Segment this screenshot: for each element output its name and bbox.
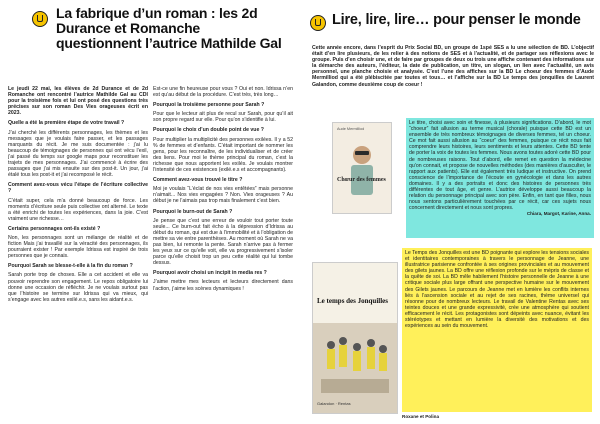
left-column-2 bbox=[153, 86, 293, 420]
cover-illustration bbox=[313, 263, 397, 413]
question-heading: Pourquoi Sarah se blesse-t-elle à la fin du roman ? bbox=[8, 263, 133, 270]
choeur-des-femmes-cover bbox=[332, 122, 392, 214]
answer-text: Pour multiplier la multiplicité des personnes exilées. Il y a 52 % de femmes et d’enfants. C’était important de nommer les gens, pour les reconnaître, de les individualiser et de créer des liens. Pour moi le thème principal du roman, c’est la richesse que nous apportent les exilés. Je voulais montrer l’intensité de ces existences (exilé.e.s et accompagnants). bbox=[153, 136, 293, 174]
answer-text: J’aime mettre mes lecteurs et lecteurs directement dans l’action, j’aime les scènes dynamiques ! bbox=[153, 279, 293, 292]
answer-text: Sarah porte trop de choses. Elle a cet accident et elle va pouvoir reprendre son engagement. Le repos obligatoire lui donne une occasion de réfléchir. Je ne voulais surtout pas que l’histoire se termine sur Idrissa qui va mieux, qui s’engage avec les autres exilé.e.s, sans les aidant.e.s. bbox=[8, 272, 148, 303]
jonquilles-review-signature: Roxane et Polina bbox=[402, 414, 440, 419]
cover1-title: Chœur des femmes bbox=[337, 177, 386, 183]
question-heading: Pourquoi le burn-out de Sarah ? bbox=[153, 208, 233, 215]
question-heading: Pourquoi la troisième personne pour Sarah ? bbox=[153, 102, 265, 109]
jonquilles-review-box bbox=[402, 248, 592, 412]
choeur-review-signature: Chiara, Margot, Karine, Anna. bbox=[526, 211, 591, 217]
answer-text: Pour que le lecteur ait plus de recul sur Sarah, pour qu’il ait son propre regard sur elle. Pour qu’on s’identifie à lui. bbox=[153, 111, 293, 124]
answer-text: Je pense que c’est une erreur de vouloir tout porter toute seule... Ce burn-out fait écho à la dépression d’Idrissa au début du roman, qui est due à l’immobilité et à l’obligation de mettre sa vie entre parenthèses. Au moment où Sarah ne va pas bien, lui remonte la pente. Sarah n’arrive pas à fermer les yeux sur ce qu’elle voit, elle va progressivement s’isoler parce qu’elle choisit trop un peu cette réalité qui lui tombe dessus. bbox=[153, 217, 293, 267]
answer-text: J’ai cherché les différents personnages, les thèmes et les messages que je voulais faire passer, et les passages marquants du récit. Je me suis documentée : j’ai lu beaucoup de témoignages de personnes qui ont vécu l’exil, j’ai passé du temps sur google maps pour reconstituer les trajets de mes personnages. J’ai commencé à écrire des passages que j’ai mis ensuite sur des post-it. Un jour, j’ai étalé tous les post-it et j’ai recomposé le récit. bbox=[8, 129, 148, 179]
jonquilles-review-text: Le Temps des Jonquilles est une BD poignante qui explore les tensions sociales et identitaires contemporaines à travers le personnage de Jeanne, une illustratrice parisienne confrontée à ses origines provinciales et au mouvement des gilets jaunes. La BD offre une réflexion profonde sur le mépris de classe et la quête de soi. La BD mêle habilement l’histoire personnelle de Jeanne à une critique sociale plus large offrant une perspective humaine sur le mouvement des Gilets jaunes. Le parcours de Jeanne met en lumière les conflits internes liés à l’ascension sociale et au rejet de ses racines, thème universel qui résonne pour de nombreux lecteurs. Le travail de Valentine Rentas avec ses teintes douces et une grande expressivité, crée une atmosphère qui soutient efficacement le récit. Les protagonistes sont dépeints avec nuance, évitant les stéréotypes et mettant en lumière la diversité des motivations et des expériences au sein du mouvement. bbox=[405, 250, 589, 330]
answer-text: Non, les personnages sont un mélange de réalité et de fiction Mais j’ai travaillé sur la véracité des personnages, ils pourraient exister ! Par exemple Idrissa est inspiré de trois personnes que je connais. bbox=[8, 234, 148, 260]
cover1-author: Aude Mermilliod bbox=[337, 127, 365, 131]
answer-text: C’était super, cela m’a donné beaucoup de force. Les moments d’écriture seule puis collective ont alterné. Le texte a été enrichi de toutes les expériences, dans la joie. C’est vraiment une richesse… bbox=[8, 197, 148, 222]
choeur-review-box bbox=[406, 118, 594, 238]
lightbulb-icon bbox=[32, 11, 48, 27]
right-title: Lire, lire, lire… pour penser le monde bbox=[332, 12, 581, 28]
answer-text: Moi je voulais “L’éclat de nos vies entêtées” mais personne n’aimait... Nos vies engagées ? Non. Vies orageuses ? Au début je ne l’aimais pas trop mais finalement c’est bien. bbox=[153, 186, 293, 205]
left-title: La fabrique d’un roman : les 2d Durance et Romanche questionnent l’autrice Mathilde Gal bbox=[56, 5, 282, 51]
question-heading: Comment avez-vous vécu l’étape de l’écriture collective ? bbox=[8, 182, 148, 195]
question-heading: Quelle a été la première étape de votre travail ? bbox=[8, 120, 125, 127]
temps-des-jonquilles-cover bbox=[312, 262, 398, 414]
answer-text: Est-ce une fin heureuse pour vous ? Oui et non. Idrissa n’en est qu’au début de la procédure. C’est très, très long… bbox=[153, 86, 293, 99]
choeur-review-text: Le titre, choisi avec soin et finesse, à plusieurs significations. D’abord, le mot “choeur” fait allusion au terme musical (chorale) puisque cette BD est un ensemble de très nombreux témoignages de diverses femmes, tel un choeur. Ce mot fait aussi allusion au “coeur” des femmes, puisque ce récit nous fait comprendre leurs histoires, leurs sentiments et leurs attentes. Cette BD tente de porter la voix de toutes les femmes. Nous avons toutes adoré cette BD pour de nombreuses raisons. Tout d’abord, elle remet en question la médecine qu’on connait, et propose de nouvelles méthodes (des manières d’ausculter, le rapport aux patients). Elle est également très ludique et instructive. On prend conscience de l’importance de l’écoute en gynécologie et dans les autres domaines. Il y a des portraits et donc des histoires de personnes très différentes de tout âge, et genre. L’autrice développe aussi beaucoup la relation du personnage principal avec son père. Enfin, en tant que filles, nous nous sentons particulièrement touchées par ce récit, car ces sujets nous concernent directement et nous sont propres. bbox=[409, 120, 591, 212]
right-page bbox=[302, 0, 600, 424]
cover2-author: Galandon · Rentas bbox=[317, 401, 351, 406]
intro-text: Le jeudi 22 mai, les élèves de 2d Durance et de 2d Romanche ont rencontré l’autrice Mathilde Gal au CDI pour la troisième fois et lui ont posé des questions très précises sur son roman Des Vies orageuses écrit en 2023. bbox=[8, 86, 148, 117]
right-intro: Cette année encore, dans l’esprit du Prix Social BD, un groupe de 1spé SES a lu une sélection de BD. L’objectif était d’en lire plusieurs, de les relier à des notions de SES et à l’actualité, et de partager ses réflexions avec le groupe. Puis d’en choisir une, et de faire par groupes de deux ou trois une affiche contenant des informations sur la démarche des auteurs, l’éditeur, la date de publication, un titre, un slogan, un lien avec l’actualité, un avis personnel, une planche choisie et analysée. C’est l’une des affiches sur la BD Le choeur des femmes d’Aude Mermilliod qui a été plébiscitée par toutes et tous… et l’affiche sur la BD Le temps des jonquilles de Laurent Galandon, comme deuxième coup de coeur ! bbox=[312, 45, 594, 88]
cover2-title: Le temps des Jonquilles bbox=[317, 297, 388, 305]
left-column-1 bbox=[8, 86, 148, 420]
question-heading: Pourquoi le choix d’un double point de vue ? bbox=[153, 127, 264, 134]
left-page bbox=[0, 0, 298, 424]
question-heading: Pourquoi avoir choisi un incipit in media res ? bbox=[153, 270, 267, 277]
cover-illustration bbox=[333, 123, 391, 213]
lightbulb-icon bbox=[310, 15, 326, 31]
question-heading: Certains personnages ont-ils existé ? bbox=[8, 225, 101, 232]
question-heading: Comment avez-vous trouvé le titre ? bbox=[153, 177, 243, 184]
